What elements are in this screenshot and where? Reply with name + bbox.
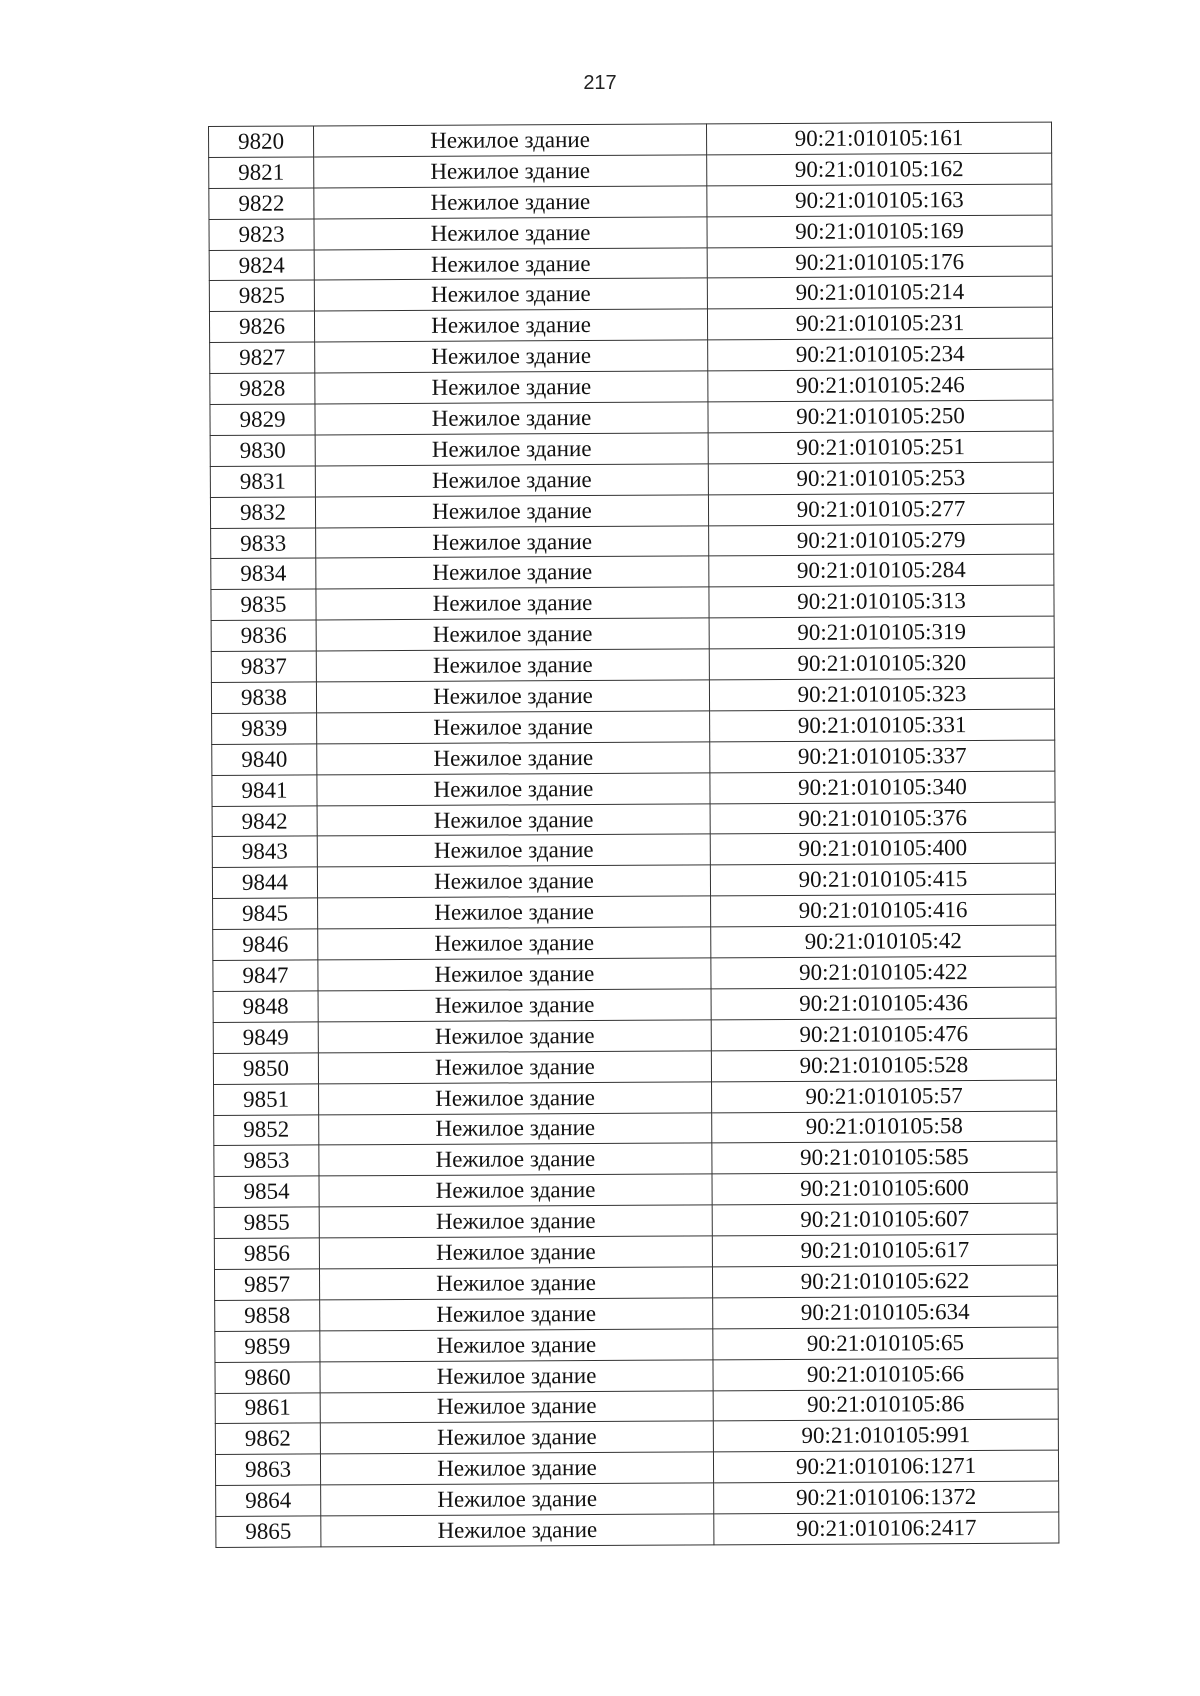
- table-row: [211, 647, 1054, 682]
- cadastral-number-cell: 90:21:010105:246: [708, 369, 1053, 402]
- row-number-cell: 9857: [214, 1269, 319, 1300]
- table-row: [209, 153, 1052, 188]
- cadastral-number-cell: 90:21:010105:436: [711, 987, 1056, 1020]
- table-row: [209, 184, 1052, 219]
- object-type-cell: Нежилое здание: [318, 896, 711, 929]
- row-number-cell: 9860: [215, 1362, 320, 1393]
- object-type-cell: Нежилое здание: [314, 186, 707, 219]
- row-number-cell: 9839: [212, 713, 317, 744]
- row-number-cell: 9865: [216, 1516, 321, 1547]
- table-row: [212, 833, 1055, 868]
- object-type-cell: Нежилое здание: [319, 1236, 712, 1269]
- cadastral-number-cell: 90:21:010105:65: [713, 1327, 1058, 1360]
- row-number-cell: 9846: [213, 929, 318, 960]
- cadastral-number-cell: 90:21:010105:528: [711, 1049, 1056, 1082]
- table-row: [215, 1358, 1058, 1393]
- row-number-cell: 9844: [212, 867, 317, 898]
- cadastral-number-cell: 90:21:010105:585: [712, 1141, 1057, 1174]
- table-row: [214, 1080, 1057, 1115]
- row-number-cell: 9841: [212, 775, 317, 806]
- row-number-cell: 9845: [213, 898, 318, 929]
- object-type-cell: Нежилое здание: [318, 927, 711, 960]
- cadastral-number-cell: 90:21:010105:279: [709, 524, 1054, 557]
- table-row: [215, 1450, 1058, 1485]
- row-number-cell: 9829: [210, 404, 315, 435]
- row-number-cell: 9832: [210, 497, 315, 528]
- cadastral-number-cell: 90:21:010105:66: [713, 1358, 1058, 1391]
- cadastral-number-cell: 90:21:010105:42: [711, 925, 1056, 958]
- object-type-cell: Нежилое здание: [319, 1267, 712, 1300]
- cadastral-number-cell: 90:21:010105:376: [710, 802, 1055, 835]
- object-type-cell: Нежилое здание: [314, 124, 707, 157]
- object-type-cell: Нежилое здание: [316, 556, 709, 589]
- row-number-cell: 9821: [209, 157, 314, 188]
- cadastral-number-cell: 90:21:010105:284: [709, 555, 1054, 588]
- object-type-cell: Нежилое здание: [316, 587, 709, 620]
- row-number-cell: 9837: [211, 651, 316, 682]
- table-row: [209, 246, 1052, 281]
- cadastral-number-cell: 90:21:010105:476: [711, 1018, 1056, 1051]
- object-type-cell: Нежилое здание: [318, 1020, 711, 1053]
- table-row: [211, 585, 1054, 620]
- row-number-cell: 9826: [209, 311, 314, 342]
- cadastral-number-cell: 90:21:010105:162: [707, 153, 1052, 186]
- cadastral-number-cell: 90:21:010105:169: [707, 215, 1052, 248]
- row-number-cell: 9825: [209, 280, 314, 311]
- cadastral-number-cell: 90:21:010105:86: [713, 1389, 1058, 1422]
- row-number-cell: 9859: [215, 1331, 320, 1362]
- row-number-cell: 9828: [210, 373, 315, 404]
- table-row: [210, 493, 1053, 528]
- table-row: [214, 1111, 1057, 1146]
- table-row: [211, 616, 1054, 651]
- object-type-cell: Нежилое здание: [320, 1329, 713, 1362]
- row-number-cell: 9822: [209, 188, 314, 219]
- table-row: [213, 987, 1056, 1022]
- object-type-cell: Нежилое здание: [319, 1112, 712, 1145]
- table-row: [214, 1172, 1057, 1207]
- row-number-cell: 9836: [211, 620, 316, 651]
- table-row: [210, 400, 1053, 435]
- table-row: [209, 215, 1052, 250]
- row-number-cell: 9864: [216, 1485, 321, 1516]
- cadastral-number-cell: 90:21:010105:991: [713, 1419, 1058, 1452]
- object-type-cell: Нежилое здание: [321, 1483, 714, 1516]
- table-row: [212, 802, 1055, 837]
- row-number-cell: 9852: [214, 1114, 319, 1145]
- cadastral-number-cell: 90:21:010105:607: [712, 1203, 1057, 1236]
- object-type-cell: Нежилое здание: [320, 1298, 713, 1331]
- row-number-cell: 9847: [213, 960, 318, 991]
- table-row: [213, 1049, 1056, 1084]
- row-number-cell: 9853: [214, 1145, 319, 1176]
- object-type-cell: Нежилое здание: [321, 1514, 714, 1547]
- object-type-cell: Нежилое здание: [314, 155, 707, 188]
- cadastral-number-cell: 90:21:010105:331: [710, 709, 1055, 742]
- cadastral-number-cell: 90:21:010105:253: [708, 462, 1053, 495]
- table-row: [210, 338, 1053, 373]
- table-row: [213, 1018, 1056, 1053]
- cadastral-number-cell: 90:21:010105:319: [709, 616, 1054, 649]
- row-number-cell: 9838: [211, 682, 316, 713]
- table-row: [210, 462, 1053, 497]
- row-number-cell: 9862: [215, 1423, 320, 1454]
- row-number-cell: 9850: [213, 1053, 318, 1084]
- object-type-cell: Нежилое здание: [320, 1390, 713, 1423]
- cadastral-number-cell: 90:21:010105:415: [710, 863, 1055, 896]
- row-number-cell: 9842: [212, 806, 317, 837]
- table-row: [209, 122, 1052, 157]
- object-type-cell: Нежилое здание: [319, 1081, 712, 1114]
- table-row: [211, 555, 1054, 590]
- row-number-cell: 9835: [211, 589, 316, 620]
- row-number-cell: 9861: [215, 1392, 320, 1423]
- row-number-cell: 9863: [215, 1454, 320, 1485]
- cadastral-number-cell: 90:21:010105:58: [712, 1111, 1057, 1144]
- row-number-cell: 9855: [214, 1207, 319, 1238]
- cadastral-number-cell: 90:21:010105:214: [707, 277, 1052, 310]
- table-row: [212, 771, 1055, 806]
- object-type-cell: Нежилое здание: [314, 309, 707, 342]
- object-type-cell: Нежилое здание: [317, 773, 710, 806]
- row-number-cell: 9833: [211, 528, 316, 559]
- table-row: [214, 1265, 1057, 1300]
- cadastral-number-cell: 90:21:010105:277: [708, 493, 1053, 526]
- object-type-cell: Нежилое здание: [315, 371, 708, 404]
- object-type-cell: Нежилое здание: [319, 1205, 712, 1238]
- cadastral-number-cell: 90:21:010105:600: [712, 1172, 1057, 1205]
- table-row: [214, 1234, 1057, 1269]
- object-type-cell: Нежилое здание: [317, 803, 710, 836]
- object-type-cell: Нежилое здание: [315, 495, 708, 528]
- cadastral-number-cell: 90:21:010106:1372: [714, 1481, 1059, 1514]
- table-row: [215, 1296, 1058, 1331]
- table-row: [213, 894, 1056, 929]
- object-type-cell: Нежилое здание: [318, 1051, 711, 1084]
- row-number-cell: 9834: [211, 558, 316, 589]
- object-type-cell: Нежилое здание: [316, 618, 709, 651]
- row-number-cell: 9820: [209, 126, 314, 157]
- table-row: [212, 740, 1055, 775]
- object-type-cell: Нежилое здание: [315, 402, 708, 435]
- table-row: [209, 307, 1052, 342]
- row-number-cell: 9830: [210, 435, 315, 466]
- object-type-cell: Нежилое здание: [314, 247, 707, 280]
- cadastral-number-cell: 90:21:010105:323: [709, 678, 1054, 711]
- cadastral-number-cell: 90:21:010105:234: [708, 338, 1053, 371]
- table-row: [209, 277, 1052, 312]
- object-type-cell: Нежилое здание: [320, 1452, 713, 1485]
- object-type-cell: Нежилое здание: [314, 278, 707, 311]
- table-row: [212, 709, 1055, 744]
- row-number-cell: 9840: [212, 744, 317, 775]
- cadastral-number-cell: 90:21:010105:622: [712, 1265, 1057, 1298]
- table-row: [212, 863, 1055, 898]
- table-row: [213, 925, 1056, 960]
- table-row: [215, 1419, 1058, 1454]
- cadastral-number-cell: 90:21:010105:231: [707, 307, 1052, 340]
- table-row: [213, 956, 1056, 991]
- row-number-cell: 9848: [213, 991, 318, 1022]
- row-number-cell: 9827: [210, 342, 315, 373]
- row-number-cell: 9856: [214, 1238, 319, 1269]
- cadastral-number-cell: 90:21:010105:251: [708, 431, 1053, 464]
- table-row: [211, 678, 1054, 713]
- cadastral-number-cell: 90:21:010105:634: [713, 1296, 1058, 1329]
- object-type-cell: Нежилое здание: [319, 1143, 712, 1176]
- table-row: [215, 1327, 1058, 1362]
- object-type-cell: Нежилое здание: [316, 649, 709, 682]
- cadastral-number-cell: 90:21:010105:617: [712, 1234, 1057, 1267]
- object-type-cell: Нежилое здание: [317, 742, 710, 775]
- cadastral-number-cell: 90:21:010105:340: [710, 771, 1055, 804]
- table-row: [210, 431, 1053, 466]
- object-type-cell: Нежилое здание: [316, 680, 709, 713]
- object-type-cell: Нежилое здание: [317, 711, 710, 744]
- cadastral-number-cell: 90:21:010106:2417: [714, 1512, 1059, 1545]
- object-type-cell: Нежилое здание: [318, 958, 711, 991]
- object-type-cell: Нежилое здание: [316, 525, 709, 558]
- cadastral-number-cell: 90:21:010106:1271: [713, 1450, 1058, 1483]
- object-type-cell: Нежилое здание: [315, 433, 708, 466]
- cadastral-number-cell: 90:21:010105:320: [709, 647, 1054, 680]
- table-row: [216, 1512, 1059, 1547]
- row-number-cell: 9823: [209, 219, 314, 250]
- object-type-cell: Нежилое здание: [320, 1421, 713, 1454]
- cadastral-number-cell: 90:21:010105:416: [711, 894, 1056, 927]
- object-type-cell: Нежилое здание: [317, 865, 710, 898]
- row-number-cell: 9831: [210, 466, 315, 497]
- object-type-cell: Нежилое здание: [319, 1174, 712, 1207]
- table-body: [209, 122, 1059, 1547]
- table-row: [210, 369, 1053, 404]
- table-row: [215, 1389, 1058, 1424]
- object-type-cell: Нежилое здание: [315, 340, 708, 373]
- row-number-cell: 9851: [214, 1084, 319, 1115]
- table-row: [216, 1481, 1059, 1516]
- cadastral-number-cell: 90:21:010105:163: [707, 184, 1052, 217]
- row-number-cell: 9824: [209, 250, 314, 281]
- row-number-cell: 9849: [213, 1022, 318, 1053]
- cadastral-number-cell: 90:21:010105:176: [707, 246, 1052, 279]
- cadastral-number-cell: 90:21:010105:337: [710, 740, 1055, 773]
- cadastral-number-cell: 90:21:010105:422: [711, 956, 1056, 989]
- object-type-cell: Нежилое здание: [314, 217, 707, 250]
- registry-table: [208, 122, 1059, 1548]
- page-number: 217: [583, 72, 617, 94]
- object-type-cell: Нежилое здание: [320, 1359, 713, 1392]
- table-row: [211, 524, 1054, 559]
- row-number-cell: 9843: [212, 836, 317, 867]
- table-row: [214, 1203, 1057, 1238]
- row-number-cell: 9854: [214, 1176, 319, 1207]
- object-type-cell: Нежилое здание: [318, 989, 711, 1022]
- row-number-cell: 9858: [215, 1300, 320, 1331]
- cadastral-number-cell: 90:21:010105:57: [712, 1080, 1057, 1113]
- cadastral-number-cell: 90:21:010105:161: [706, 122, 1051, 155]
- cadastral-number-cell: 90:21:010105:313: [709, 585, 1054, 618]
- cadastral-number-cell: 90:21:010105:400: [710, 833, 1055, 866]
- cadastral-number-cell: 90:21:010105:250: [708, 400, 1053, 433]
- table-row: [214, 1141, 1057, 1176]
- object-type-cell: Нежилое здание: [317, 834, 710, 867]
- object-type-cell: Нежилое здание: [315, 464, 708, 497]
